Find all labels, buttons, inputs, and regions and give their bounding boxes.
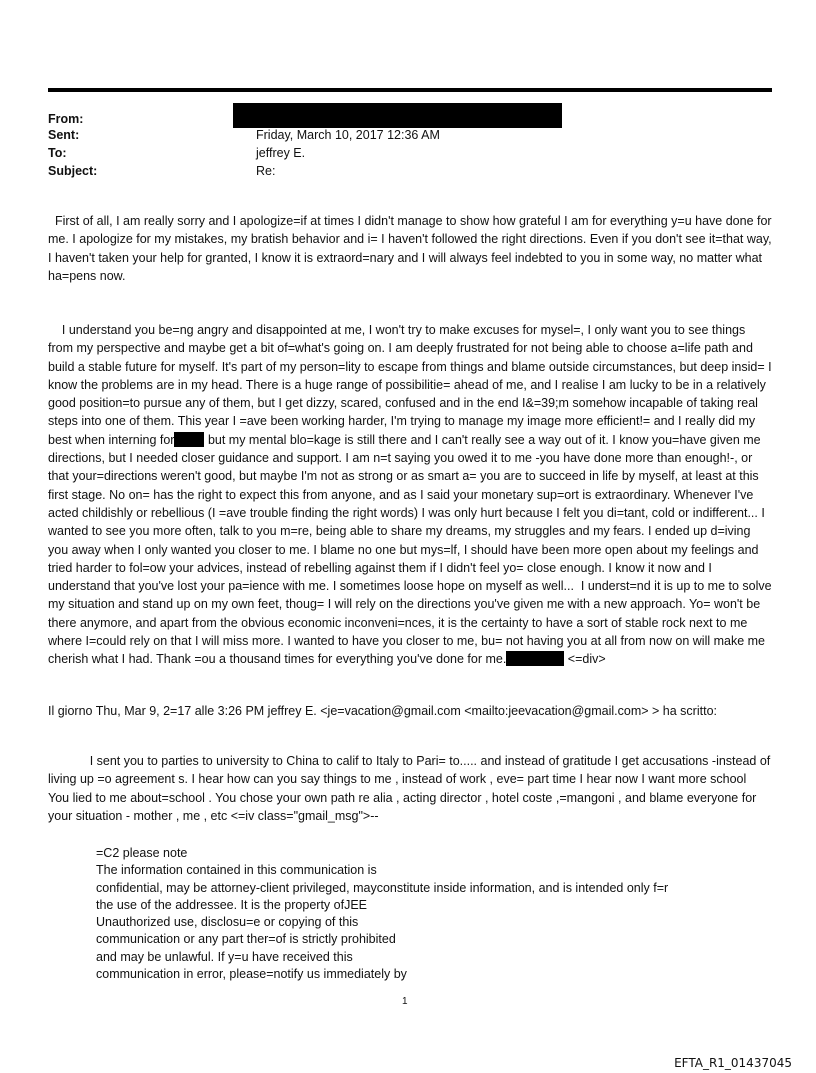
sent-value: Friday, March 10, 2017 12:36 AM [256, 128, 440, 142]
disclaimer [96, 845, 776, 983]
subject-label: Subject: [48, 164, 98, 178]
disclaimer-line: The information contained in this communication is [96, 863, 377, 878]
body-paragraph-2 [48, 321, 776, 669]
subject-value: Re: [256, 164, 276, 178]
disclaimer-line: and may be unlawful. If y=u have received this [96, 949, 353, 964]
bates-number: EFTA_R1_01437045 [674, 1056, 792, 1070]
page-number: 1 [402, 996, 408, 1007]
to-label: To: [48, 146, 67, 160]
quote-header: Il giorno Thu, Mar 9, 2=17 alle 3:26 PM jeffrey E. <je=vacation@gmail.com <mailto:jeevacation@gmail.com> > ha scritto: [48, 704, 717, 718]
to-value: jeffrey E. [256, 146, 306, 160]
disclaimer-line: communication in error, please=notify us immediately by [96, 967, 407, 982]
quoted-message: I sent you to parties to university to China to calif to Italy to Pari= to..... and instead of gratitude I get accusations -instead of living up =o agreement s. I hear how can you say things to me , instead of work , eve= part time I hear now I want more school You lied to me about=school . You chose your own path re alia , acting director , hotel coste ,=mangoni , and blame everyone for your situation - mother , me , etc <=iv class="gmail_msg">-- [48, 754, 774, 823]
body-paragraph-2-part-a: I understand you be=ng angry and disappointed at me, I won't try to make excuses for mysel=, I only want you to see things from my perspective and maybe get a bit of=what's going on. I am deeply frustrated for not being able to choose a=life path and build a stable future for myself. It's part of my person=lity to escape from things and blame outside circumstances, but deep insid= I know the problems are in my head. There is a huge range of possibilitie= ahead of me, and I realise I am lucky to be in a relatively good position=to pursue any of them, but I get dizzy, scared, confused and in the end I&=39;m somehow incapable of taking real steps into one of them. This year I =ave been working harder, I'm trying to manage my image more efficient!= and I really did my best when interning for [48, 323, 776, 447]
body-paragraph-2-part-c: <=div> [564, 652, 606, 667]
sent-label: Sent: [48, 128, 80, 142]
redaction-intern [174, 432, 204, 447]
disclaimer-line: =C2 please note [96, 846, 188, 860]
header-rule [48, 88, 772, 92]
from-label: From: [48, 112, 84, 126]
disclaimer-line: communication or any part ther=of is strictly prohibited [96, 932, 396, 947]
disclaimer-line: Unauthorized use, disclosu=e or copying of this [96, 915, 359, 930]
disclaimer-line: the use of the addressee. It is the property ofJEE [96, 897, 367, 912]
redaction-from [233, 103, 562, 128]
disclaimer-line: confidential, may be attorney-client privileged, mayconstitute inside information, and is intended only f=r [96, 880, 669, 895]
body-paragraph-1: First of all, I am really sorry and I apologize=if at times I didn't manage to show how grateful I am for everything y=u have done for me. I apologize for my mistakes, my bratish behavior and i= I haven't followed the right directions. Even if you don't see it=that way, I haven't taken your help for granted, I know it is extraord=nary and I will always feel indebted to you in some way, no matter what ha=pens now. [48, 214, 776, 283]
redaction-signature [506, 651, 564, 666]
body-paragraph-2-part-b: but my mental blo=kage is still there and I can't really see a way out of it. I know you=have given me directions, but I needed closer guidance and support. I am n=t saying you owed it to me -you have done more than enough!-, or that your=directions weren't good, but maybe I'm not as strong or as smart a= you are to succeed in life by myself, at least at this first stage. No on= has the right to expect this from anyone, and as I said your monetary sup=ort is extraordinary. Whenever I've acted childishly or rebellious (I =ave trouble finding the right words) I was only hurt because I felt you di=tant, cold or indifferent... I wanted to see you more often, talk to you m=re, being able to share my dreams, my struggles and my fears. I ended up d=iving you away when I only wanted you closer to me. I blame no one but mys=lf, I should have been more open about my feelings and tried harder to fol=ow your advices, instead of rebelling against them if I didn't feel yo= close enough. I know it now and I understand that you've lost your pa=ience with me. I sometimes loose hope on myself as well... I underst=nd it is up to me to solve my situation and stand up on my own feet, thoug= I will rely on the directions you've given me with a new approach. Yo= won't be there anymore, and apart from the obvious economic inconveni=nces, it is the certainty to have a sort of stable rock next to me where I=could rely on that I will miss more. I wanted to have you closer to me, bu= not having you at all from now on will make me cherish what I had. Thank =ou a thousand times for everything you've done for me. [48, 432, 776, 667]
